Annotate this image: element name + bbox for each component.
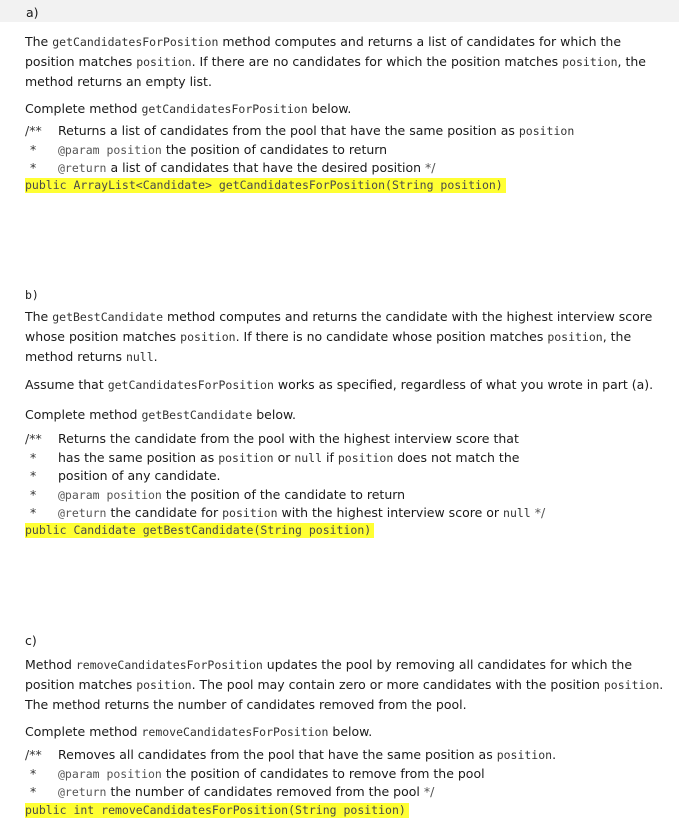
text-run: , the method returns an empty list. [25,54,646,89]
javadoc-block [25,746,665,802]
javadoc-text [58,765,485,784]
inline-code: removeCandidatesForPosition [141,725,329,739]
javadoc-tag: @return [58,506,107,520]
text-run: does not match the [393,449,520,465]
text-run: . The pool may contain zero or more candidates with the position [191,677,604,692]
inline-code: getBestCandidate [52,310,164,324]
inline-code: position [180,330,236,344]
javadoc-line [25,486,665,505]
text-run: with the highest interview score or [277,505,504,520]
javadoc-tag: @param position [58,142,162,157]
javadoc-text [58,449,519,468]
text-run: the position of candidates to return [161,141,388,157]
javadoc-text [58,486,405,505]
text-run: below. [328,724,373,739]
part-b-label-row [25,287,665,302]
inline-code: getCandidatesForPosition [141,102,308,116]
text-run: Returns a list of candidates from the pool that have the same position as [58,123,519,138]
part-b-complete-section [25,405,665,425]
part-c-section [25,655,665,714]
text-run: a list of candidates that have the desired position [106,160,426,175]
comment-star: * [30,449,37,465]
part-b-signature: public Candidate getBestCandidate(String position) [25,523,374,538]
text-run: . [153,349,158,364]
part-a-signature: public ArrayList<Candidate> getCandidatesForPosition(String position) [25,178,506,193]
part-a-signature-row [25,177,665,193]
javadoc-text [58,159,435,178]
text-run: below. [307,101,352,116]
text-run: the position of candidates to remove from the pool [161,765,485,781]
text-run: Assume that [25,377,108,392]
inline-code: position [603,678,660,692]
text-run: the number of candidates removed from the pool [106,784,424,799]
comment-open: /** [25,123,42,138]
javadoc-block [25,122,665,178]
top-bar [0,0,679,22]
inline-code: null [503,506,531,520]
comment-star: * [30,505,37,520]
part-a-section [25,32,665,91]
text-run: Returns the candidate from the pool with the highest interview score that [58,431,519,446]
text-run: Method [25,657,76,672]
inline-code: null [294,450,323,465]
javadoc-text [58,122,574,141]
text-run: or [273,449,295,465]
part-b-javadoc [25,430,665,523]
inline-code: position [218,450,274,465]
text-run: . If there are no candidates for which the position matches [191,54,563,69]
part-b-signature-row [25,522,665,538]
part-b-section [25,307,665,367]
comment-close: */ [423,784,435,799]
text-run: method computes and returns a list of candidates for which the position matches [25,34,622,69]
comment-star: * [30,468,37,483]
comment-star: * [30,141,37,157]
comment-star: * [30,765,37,781]
text-run: below. [252,407,297,422]
comment-star: * [30,160,37,175]
comment-close: */ [534,505,546,520]
text-run: updates the pool by removing all candidates for which the position matches [25,657,633,692]
inline-code: getBestCandidate [141,408,253,422]
javadoc-tag: @return [58,161,107,175]
text-run: if [322,449,338,465]
comment-open: /** [25,431,42,446]
javadoc-text [58,504,545,523]
inline-code: position [496,748,553,762]
javadoc-text [58,467,220,486]
part-b-label: b) [25,288,39,302]
javadoc-line [25,765,665,784]
inline-code: getCandidatesForPosition [52,35,219,49]
text-run: has the same position as [58,449,219,465]
part-c-javadoc [25,746,665,802]
javadoc-line [25,430,665,449]
inline-code: getCandidatesForPosition [107,378,274,392]
part-c-label-row [25,633,665,648]
inline-code: position [562,55,618,69]
text-run: The [25,34,53,49]
part-c-signature-row [25,802,665,818]
text-run: Complete method [25,724,142,739]
javadoc-line [25,467,665,486]
inline-code: position [518,124,575,138]
text-run: , the method returns [25,329,632,364]
inline-code: position [136,55,192,69]
part-c-signature: public int removeCandidatesForPosition(String position) [25,803,409,818]
inline-code: position [547,330,603,344]
part-c-complete [25,722,665,742]
inline-code: position [222,506,278,520]
javadoc-text [58,746,556,765]
javadoc-text [58,783,434,802]
inline-code: position [337,450,394,465]
javadoc-line [25,122,665,141]
inline-code: position [136,678,192,692]
comment-star: * [30,784,37,799]
javadoc-line [25,159,665,178]
text-run: . The method returns the number of candidates removed from the pool. [25,677,664,712]
text-run: Complete method [25,101,142,116]
comment-close: */ [425,160,436,175]
text-run: works as specified, regardless of what you wrote in part (a). [273,377,654,392]
javadoc-tag: @param position [58,487,162,502]
part-a-complete-section [25,99,665,119]
javadoc-line [25,783,665,802]
part-c-label: c) [25,633,37,648]
part-b-assume-section [25,375,665,395]
text-run: Removes all candidates from the pool that have the same position as [58,747,497,762]
text-run: position of any candidate. [58,468,221,483]
part-b-intro [25,307,665,367]
part-c-intro [25,655,665,714]
part-a-intro [25,32,665,91]
part-b-assume [25,375,665,395]
javadoc-block [25,430,665,523]
comment-open: /** [25,747,42,762]
text-run: . If there is no candidate whose position matches [235,329,548,344]
text-run: The [25,309,53,324]
inline-code: removeCandidatesForPosition [75,658,263,672]
part-a-complete [25,99,665,119]
part-b-complete [25,405,665,425]
text-run: the position of the candidate to return [161,486,406,502]
part-a-javadoc [25,122,665,178]
javadoc-text [58,141,387,160]
javadoc-tag: @param position [58,766,162,781]
inline-code: null [125,350,154,364]
javadoc-tag: @return [58,785,107,799]
comment-star: * [30,486,37,502]
text-run: Complete method [25,407,142,422]
javadoc-line [25,504,665,523]
text-run: the candidate for [106,505,223,520]
text-run: . [552,747,557,762]
javadoc-line [25,449,665,468]
javadoc-text [58,430,519,449]
javadoc-line [25,746,665,765]
part-a-label: a) [26,5,39,20]
part-c-complete-section [25,722,665,742]
text-run: method computes and returns the candidate with the highest interview score whose position matches [25,309,653,344]
javadoc-line [25,141,665,160]
